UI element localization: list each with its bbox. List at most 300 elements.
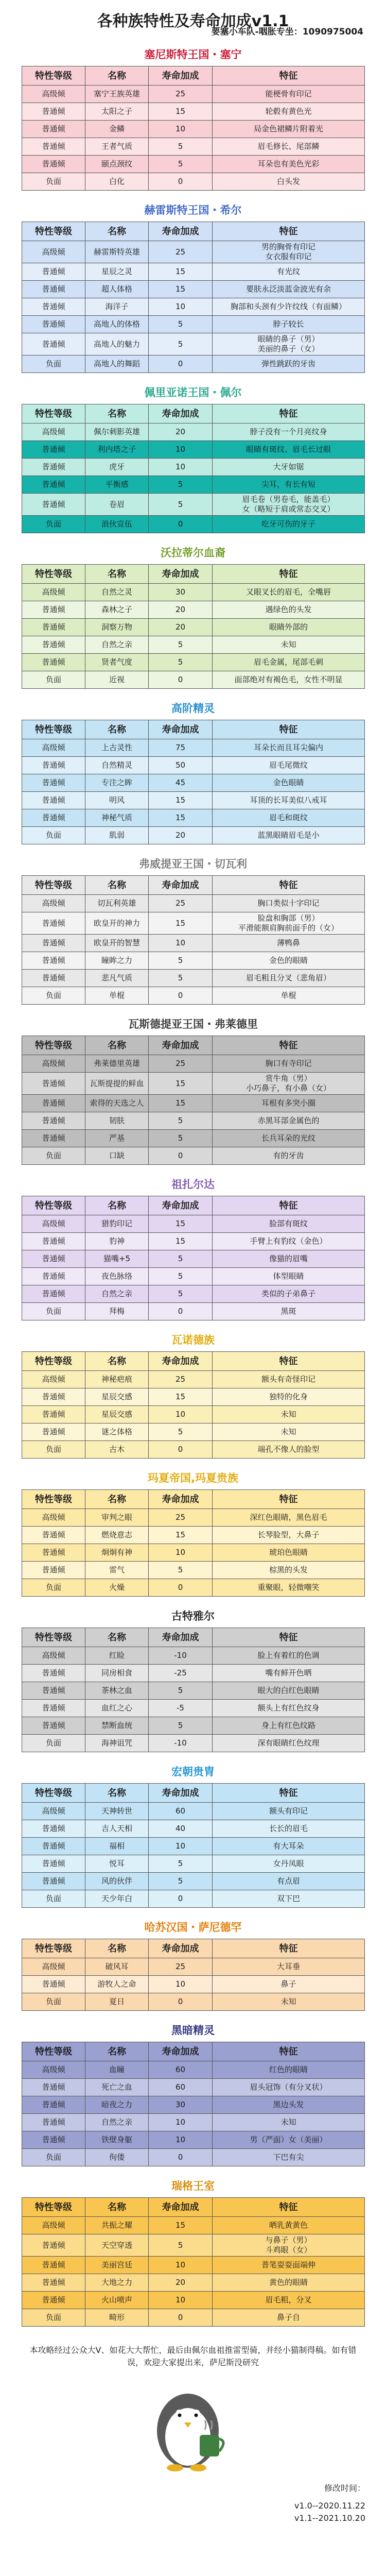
table-row <box>22 423 365 441</box>
table-header-row <box>22 1939 365 1958</box>
cell-life: 0 <box>149 173 213 191</box>
table-row <box>22 1285 365 1303</box>
cell-life: 0 <box>149 355 213 373</box>
cell-name: 平衡感 <box>85 476 149 494</box>
cell-trait: 大耳垂 <box>213 1958 365 1976</box>
cell-name: 血红之心 <box>85 1700 149 1717</box>
cell-name: 口缺 <box>85 1147 149 1165</box>
cell-name: 禁断血统 <box>85 1717 149 1735</box>
cell-name: 白化 <box>85 173 149 191</box>
cell-life: 25 <box>149 1509 213 1527</box>
table-row <box>22 1406 365 1423</box>
cell-level: 负面 <box>22 827 85 844</box>
race-section <box>22 2175 364 2335</box>
cell-level: 普通倾 <box>22 138 85 156</box>
section-title: 瓦斯德提亚王国・弗莱德里 <box>128 1018 258 1030</box>
cell-name: 赫雷斯特英雄 <box>85 241 149 263</box>
cell-life: 0 <box>149 1993 213 2011</box>
cell-trait: 单棍 <box>213 987 365 1005</box>
cell-level: 普通倾 <box>22 2292 85 2309</box>
cell-trait: 赤黑耳部金属色的 <box>213 1112 365 1130</box>
cell-trait: 棕黑的头发 <box>213 1562 365 1579</box>
cell-level: 普通倾 <box>22 1717 85 1735</box>
race-section <box>22 1013 364 1173</box>
cell-level: 普通倾 <box>22 333 85 355</box>
cell-name: 天空穿透 <box>85 2234 149 2257</box>
table-row <box>22 739 365 757</box>
cell-life: 5 <box>149 970 213 987</box>
cell-life: 5 <box>149 1873 213 1890</box>
table-row <box>22 459 365 476</box>
cell-level: 负面 <box>22 1890 85 1908</box>
cell-life: 30 <box>149 584 213 601</box>
section-title: 古特雅尔 <box>171 1610 215 1622</box>
cell-name: 天少年白 <box>85 1890 149 1908</box>
cell-level: 高级倾 <box>22 584 85 601</box>
table-row <box>22 827 365 844</box>
cell-name: 洞察万物 <box>85 619 149 636</box>
traits-table <box>22 222 365 373</box>
cell-trait: 胸部和头颈有少许纹线（有面鳞） <box>213 298 365 316</box>
cell-trait: 要肤永泛淡蓝金波光有余 <box>213 281 365 298</box>
column-header: 特征 <box>213 1784 365 1803</box>
cell-level: 负面 <box>22 2149 85 2166</box>
column-header: 特征 <box>213 2198 365 2217</box>
cell-life: 0 <box>149 1579 213 1597</box>
cell-trait: 耳朵也有美色光彩 <box>213 156 365 173</box>
column-header: 特性等级 <box>22 2042 85 2061</box>
cell-life: 15 <box>149 1095 213 1112</box>
footer-note: 本攻略经过公众大V、如花大大帮忙，最后由佩尔血祖推雷型骑，并经小猫制得稿。如有错误，欢迎大家提出来，萨尼斯没研究 <box>29 2345 357 2367</box>
cell-level: 普通倾 <box>22 1095 85 1112</box>
cell-level: 高级倾 <box>22 1055 85 1073</box>
table-row <box>22 1215 365 1233</box>
column-header: 特征 <box>213 1939 365 1958</box>
cell-trait: 手臂上有豹纹（金色） <box>213 1233 365 1250</box>
table-row <box>22 1250 365 1268</box>
cell-level: 普通倾 <box>22 1976 85 1993</box>
cell-trait: 未知 <box>213 636 365 654</box>
cell-life: 0 <box>149 1441 213 1459</box>
version-2: v1.1--2021.10.20 <box>294 2513 365 2523</box>
cell-level: 普通倾 <box>22 281 85 298</box>
cell-life: 30 <box>149 2096 213 2114</box>
cell-life: -10 <box>149 1647 213 1665</box>
table-row <box>22 2096 365 2114</box>
cell-life: 10 <box>149 2131 213 2149</box>
cell-name: 明风 <box>85 792 149 809</box>
table-row <box>22 809 365 827</box>
cell-trait: 有光纹 <box>213 263 365 281</box>
table-row <box>22 1147 365 1165</box>
cell-life: 10 <box>149 459 213 476</box>
cell-level: 高级倾 <box>22 739 85 757</box>
traits-table <box>22 1628 365 1752</box>
cell-name: 夏日 <box>85 1993 149 2011</box>
cell-trait: 大牙如锯 <box>213 459 365 476</box>
table-header-row <box>22 1784 365 1803</box>
column-header: 名称 <box>85 2198 149 2217</box>
cell-level: 普通倾 <box>22 1130 85 1147</box>
cell-name: 血瞳 <box>85 2061 149 2079</box>
cell-life: 50 <box>149 757 213 774</box>
cell-trait: 长琴脸型，大鼻子 <box>213 1527 365 1544</box>
cell-name: 金鳞 <box>85 121 149 138</box>
cell-life: 15 <box>149 103 213 121</box>
column-header: 寿命加成 <box>149 404 213 423</box>
cell-name: 铁壁身躯 <box>85 2131 149 2149</box>
cell-trait: 赏牛角（男） 小巧鼻子，有小鼻（女） <box>213 1073 365 1095</box>
race-section <box>22 199 364 381</box>
cell-trait: 黄色的眼睛 <box>213 2274 365 2292</box>
cell-trait: 吃牙可伤的牙子 <box>213 516 365 533</box>
cell-life: 10 <box>149 441 213 459</box>
cell-trait: 眉毛尾微纹 <box>213 757 365 774</box>
cell-trait: 额头上有红色纹身 <box>213 1700 365 1717</box>
cell-level: 普通倾 <box>22 2114 85 2131</box>
cell-level: 普通倾 <box>22 1388 85 1406</box>
cell-life: 15 <box>149 2217 213 2234</box>
cell-life: 60 <box>149 2061 213 2079</box>
column-header: 寿命加成 <box>149 1628 213 1647</box>
cell-level: 负面 <box>22 355 85 373</box>
cell-level: 普通倾 <box>22 1406 85 1423</box>
cell-life: 25 <box>149 241 213 263</box>
column-header: 名称 <box>85 1196 149 1215</box>
table-row <box>22 138 365 156</box>
column-header: 寿命加成 <box>149 876 213 895</box>
cell-name: 游牧人之命 <box>85 1976 149 1993</box>
column-header: 特性等级 <box>22 1036 85 1055</box>
cell-name: 雷气 <box>85 1562 149 1579</box>
table-row <box>22 636 365 654</box>
cell-name: 森林之子 <box>85 601 149 619</box>
cell-level: 普通倾 <box>22 601 85 619</box>
cell-life: 10 <box>149 1544 213 1562</box>
cell-trait: 像猫的眉嘴 <box>213 1250 365 1268</box>
cell-life: 5 <box>149 2234 213 2257</box>
cell-life: 25 <box>149 1055 213 1073</box>
column-header: 特征 <box>213 565 365 584</box>
revision-dates <box>0 2482 386 2524</box>
cell-trait: 晒乳黄黄色 <box>213 2217 365 2234</box>
column-header: 特性等级 <box>22 1196 85 1215</box>
cell-trait: 眉毛和斑纹 <box>213 809 365 827</box>
table-row <box>22 1735 365 1752</box>
cell-name: 自然精灵 <box>85 757 149 774</box>
race-section <box>22 541 364 697</box>
table-row <box>22 1562 365 1579</box>
table-row <box>22 2217 365 2234</box>
cell-trait: 有大耳朵 <box>213 1838 365 1855</box>
table-row <box>22 619 365 636</box>
cell-trait: 深红色眼睛，黑色眉毛 <box>213 1509 365 1527</box>
race-section <box>22 1605 364 1760</box>
cell-level: 普通倾 <box>22 494 85 516</box>
cell-level: 普通倾 <box>22 1838 85 1855</box>
cell-trait: 与鼻子（男） 斗鸡眼（女） <box>213 2234 365 2257</box>
cell-level: 普通倾 <box>22 298 85 316</box>
table-header-row <box>22 2198 365 2217</box>
column-header: 特性等级 <box>22 1939 85 1958</box>
race-section <box>22 43 364 199</box>
cell-level: 高级倾 <box>22 86 85 103</box>
cell-trait: 长长的眉毛 <box>213 1820 365 1838</box>
cell-trait: 未知 <box>213 1406 365 1423</box>
cell-name: 瞳眸之力 <box>85 952 149 970</box>
cell-life: 20 <box>149 423 213 441</box>
table-row <box>22 121 365 138</box>
table-row <box>22 895 365 912</box>
table-row <box>22 1268 365 1285</box>
cell-level: 普通倾 <box>22 1682 85 1700</box>
cell-trait: 脸上有着红的色调 <box>213 1647 365 1665</box>
column-header: 特征 <box>213 1628 365 1647</box>
cell-life: 5 <box>149 1562 213 1579</box>
cell-trait: 深有眼睛红色纹理 <box>213 1735 365 1752</box>
cell-name: 吉人天相 <box>85 1820 149 1838</box>
cell-life: 5 <box>149 654 213 671</box>
cell-life: 15 <box>149 281 213 298</box>
traits-table <box>22 875 365 1005</box>
traits-table <box>22 404 365 533</box>
cell-name: 弗莱德里英雄 <box>85 1055 149 1073</box>
cell-level: 普通倾 <box>22 970 85 987</box>
cell-name: 星辰交感 <box>85 1388 149 1406</box>
table-row <box>22 1073 365 1095</box>
cell-trait: 脸盘和胸部（男） 平滑能额肩胸前面手的（女） <box>213 912 365 935</box>
table-row <box>22 2292 365 2309</box>
cell-name: 贤者气度 <box>85 654 149 671</box>
cell-level: 普通倾 <box>22 316 85 333</box>
table-row <box>22 912 365 935</box>
cell-level: 普通倾 <box>22 1250 85 1268</box>
column-header: 特性等级 <box>22 1628 85 1647</box>
cell-name: 自然之亲 <box>85 636 149 654</box>
traits-table <box>22 1036 365 1165</box>
table-row <box>22 2309 365 2327</box>
table-row <box>22 1820 365 1838</box>
cell-level: 普通倾 <box>22 757 85 774</box>
cell-name: 同房相食 <box>85 1665 149 1682</box>
cell-life: 5 <box>149 1250 213 1268</box>
cell-level: 普通倾 <box>22 636 85 654</box>
race-section <box>22 381 364 541</box>
column-header: 寿命加成 <box>149 66 213 86</box>
table-row <box>22 774 365 792</box>
table-row <box>22 1095 365 1112</box>
cell-level: 负面 <box>22 987 85 1005</box>
cell-trait: 端孔不像人的脸型 <box>213 1441 365 1459</box>
cell-level: 普通倾 <box>22 2079 85 2096</box>
cell-life: -5 <box>149 1700 213 1717</box>
revision-label: 修改时间： <box>324 2483 365 2493</box>
table-row <box>22 1527 365 1544</box>
section-title: 佩里亚诺王国・佩尔 <box>144 386 242 399</box>
cell-level: 普通倾 <box>22 1423 85 1441</box>
cell-level: 普通倾 <box>22 1544 85 1562</box>
cell-name: 专注之眸 <box>85 774 149 792</box>
cell-life: 5 <box>149 316 213 333</box>
cell-trait: 眼睛外部的 <box>213 619 365 636</box>
cell-trait: 遇绿色的头发 <box>213 601 365 619</box>
column-header: 名称 <box>85 66 149 86</box>
cell-life: 5 <box>149 636 213 654</box>
cell-name: 欧皇开的神力 <box>85 912 149 935</box>
cell-trait: 脸部有斑纹 <box>213 1215 365 1233</box>
column-header: 名称 <box>85 565 149 584</box>
table-row <box>22 757 365 774</box>
cell-trait: 胸口有寺印记 <box>213 1055 365 1073</box>
cell-name: 神秘疤痕 <box>85 1371 149 1388</box>
cell-life: 60 <box>149 2079 213 2096</box>
cell-level: 普通倾 <box>22 1855 85 1873</box>
cell-name: 共振之耀 <box>85 2217 149 2234</box>
cell-level: 高级倾 <box>22 2217 85 2234</box>
cell-level: 普通倾 <box>22 1073 85 1095</box>
cell-life: 5 <box>149 494 213 516</box>
race-section <box>22 1467 364 1605</box>
section-title: 祖扎尔达 <box>171 1178 215 1191</box>
cell-name: 单棍 <box>85 987 149 1005</box>
section-title: 哈苏汉国・萨尼德罕 <box>144 1921 242 1934</box>
cell-trait: 弹性跳跃的牙齿 <box>213 355 365 373</box>
column-header: 特征 <box>213 222 365 241</box>
cell-life: 10 <box>149 1406 213 1423</box>
traits-table <box>22 1489 365 1597</box>
table-header-row <box>22 720 365 739</box>
cell-level: 普通倾 <box>22 1112 85 1130</box>
column-header: 名称 <box>85 1352 149 1371</box>
table-row <box>22 86 365 103</box>
table-header-row <box>22 1490 365 1509</box>
cell-level: 负面 <box>22 516 85 533</box>
column-header: 名称 <box>85 404 149 423</box>
cell-trait: 面部绝对有褐色毛，女性不明显 <box>213 671 365 689</box>
table-row <box>22 1303 365 1320</box>
table-row <box>22 2131 365 2149</box>
table-header-row <box>22 222 365 241</box>
cell-trait: 耳朵长而且耳尖偏内 <box>213 739 365 757</box>
cell-life: 5 <box>149 1130 213 1147</box>
table-row <box>22 1976 365 1993</box>
column-header: 特性等级 <box>22 1352 85 1371</box>
table-row <box>22 1579 365 1597</box>
cell-trait: 有点眉 <box>213 1873 365 1890</box>
table-row <box>22 1717 365 1735</box>
table-row <box>22 2234 365 2257</box>
cell-name: 自然之亲 <box>85 2114 149 2131</box>
cell-trait: 眼睛有斑纹、眉毛长过眼 <box>213 441 365 459</box>
cell-trait: 尖耳，有长有短 <box>213 476 365 494</box>
cell-life: 0 <box>149 2149 213 2166</box>
penguin-container <box>0 2369 386 2482</box>
cell-level: 高级倾 <box>22 2061 85 2079</box>
cell-trait: 有的牙齿 <box>213 1147 365 1165</box>
cell-life: 5 <box>149 1717 213 1735</box>
section-title: 玛夏帝国,玛夏贵族 <box>148 1472 238 1484</box>
cell-life: 15 <box>149 1527 213 1544</box>
column-header: 特性等级 <box>22 720 85 739</box>
column-header: 特性等级 <box>22 1490 85 1509</box>
cell-life: 5 <box>149 1268 213 1285</box>
cell-trait: 黑边头发 <box>213 2096 365 2114</box>
race-section <box>22 1329 364 1467</box>
cell-trait: 耳根有多突小圈 <box>213 1095 365 1112</box>
cell-life: 10 <box>149 1976 213 1993</box>
cell-level: 普通倾 <box>22 1285 85 1303</box>
table-header-row <box>22 1628 365 1647</box>
table-header-row <box>22 66 365 86</box>
cell-name: 豹神 <box>85 1233 149 1250</box>
cell-life: 0 <box>149 2309 213 2327</box>
table-row <box>22 792 365 809</box>
table-row <box>22 1803 365 1820</box>
column-header: 寿命加成 <box>149 1784 213 1803</box>
cell-trait: 普笔耍耍面端伸 <box>213 2257 365 2274</box>
cell-trait: 长兵耳朵的光纹 <box>213 1130 365 1147</box>
cell-trait: 鼻子自 <box>213 2309 365 2327</box>
cell-name: 自然之亲 <box>85 1285 149 1303</box>
cell-trait: 鼻子 <box>213 1976 365 1993</box>
cell-name: 风的伙伴 <box>85 1873 149 1890</box>
cell-life: 15 <box>149 912 213 935</box>
table-row <box>22 1509 365 1527</box>
cell-level: 普通倾 <box>22 2274 85 2292</box>
column-header: 寿命加成 <box>149 565 213 584</box>
column-header: 名称 <box>85 1628 149 1647</box>
cell-name: 星辰之灵 <box>85 263 149 281</box>
section-title: 塞尼斯特王国・塞宁 <box>144 48 242 61</box>
cell-name: 火山喷声 <box>85 2292 149 2309</box>
cell-name: 欧皇开的智慧 <box>85 935 149 952</box>
race-section <box>22 2019 364 2175</box>
cell-life: 5 <box>149 333 213 355</box>
column-header: 名称 <box>85 876 149 895</box>
cell-trait: 独特的化身 <box>213 1388 365 1406</box>
table-row <box>22 987 365 1005</box>
table-row <box>22 1112 365 1130</box>
cell-life: 5 <box>149 952 213 970</box>
cell-level: 负面 <box>22 1441 85 1459</box>
cell-name: 悲凡气质 <box>85 970 149 987</box>
cell-life: 5 <box>149 476 213 494</box>
cell-trait: 嘴有鲜开色晒 <box>213 1665 365 1682</box>
cell-life: 5 <box>149 1423 213 1441</box>
cell-trait: 金色的眼睛 <box>213 952 365 970</box>
cell-life: 0 <box>149 1303 213 1320</box>
table-row <box>22 584 365 601</box>
cell-level: 普通倾 <box>22 912 85 935</box>
table-row <box>22 2061 365 2079</box>
cell-level: 普通倾 <box>22 263 85 281</box>
cell-trait: 体型眼睛 <box>213 1268 365 1285</box>
table-row <box>22 298 365 316</box>
column-header: 名称 <box>85 2042 149 2061</box>
table-row <box>22 355 365 373</box>
cell-name: 暗夜之力 <box>85 2096 149 2114</box>
cell-life: 5 <box>149 1112 213 1130</box>
cell-level: 负面 <box>22 1147 85 1165</box>
traits-table <box>22 564 365 689</box>
table-header-row <box>22 1352 365 1371</box>
table-row <box>22 1055 365 1073</box>
cell-name: 夜色脉络 <box>85 1268 149 1285</box>
cell-name: 自然之灵 <box>85 584 149 601</box>
version-1: v1.0--2020.11.22 <box>294 2501 365 2511</box>
cell-life: 15 <box>149 1388 213 1406</box>
cell-life: 0 <box>149 987 213 1005</box>
